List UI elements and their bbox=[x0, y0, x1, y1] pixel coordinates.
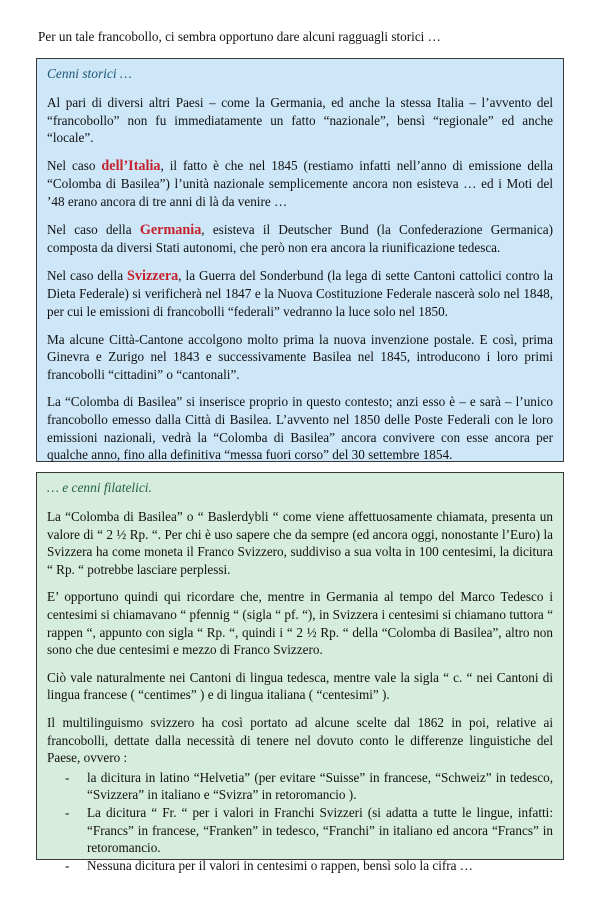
philately-paragraph-2: E’ opportuno quindi qui ricordare che, mentre in Germania al tempo del Marco Tedesco i centesimi si chiamavano “ pfennig “ (sigla “ pf. “), in Svizzera i centesimi si chiamano tuttora “ rappen “, appunto con sigla “ Rp. “, quindi i “ 2 ½ Rp. “ della “Colomba di Basilea”, altro non sono che due centesimi e mezzo di Franco Svizzero. bbox=[47, 589, 553, 658]
history-paragraph-4-pre: Nel caso della bbox=[47, 267, 128, 283]
history-paragraph-4 bbox=[47, 267, 553, 321]
philately-paragraph-1: La “Colomba di Basilea” o “ Baslerdybli “ come viene affettuosamente chiamata, presenta un valore di “ 2 ½ Rp. “. Per chi è uso sapere che da sempre (ed ancora oggi, nonostante l’Euro) la Svizzera ha come moneta il Franco Svizzero, suddiviso a sua volta in 100 centesimi, la dicitura “ Rp. “ potrebbe lasciare perplessi. bbox=[47, 509, 553, 577]
history-paragraph-2-post: , il fatto è che nel 1845 (restiamo infatti nell’anno di emissione della “Colomba di Basilea”) l’unità nazionale semplicemente ancora non esisteva … ed i Moti del ’48 erano ancora di tre anni di là da venire … bbox=[47, 157, 553, 209]
list-item-text: Nessuna dicitura per il valori in centesimi o rappen, bensì solo la cifra … bbox=[87, 857, 473, 873]
germany-highlight: Germania bbox=[139, 221, 202, 238]
history-box bbox=[36, 58, 564, 462]
history-paragraph-3-post: , esisteva il Deutscher Bund (la Confederazione Germanica) composta da diversi Stati autonomi, che però non era ancora la riunificazione tedesca. bbox=[47, 221, 553, 256]
philately-title: … e cenni filatelici. bbox=[47, 480, 152, 495]
history-paragraph-6: La “Colomba di Basilea” si inserisce proprio in questo contesto; anzi esso è – e sarà – l’unico francobollo emesso dalla Città di Basilea. L’avvento nel 1850 delle Poste Federali con le loro emissioni nazionali, vedrà la “Colomba di Basilea” ancora convivere con esse ancora per qualche anno, fino alla definitiva “messa fuori corso” del 30 settembre 1854. bbox=[47, 394, 553, 463]
history-paragraph-3 bbox=[47, 221, 553, 257]
history-paragraph-2-pre: Nel caso bbox=[47, 157, 102, 173]
history-paragraph-1: Al pari di diversi altri Paesi – come la Germania, ed anche la stessa Italia – l’avvento del “francobollo” non fu immediatamente un fatto “nazionale”, bensì “regionale” ed anche “locale”. bbox=[47, 95, 553, 146]
philately-list bbox=[47, 769, 553, 875]
history-paragraph-5: Ma alcune Città-Cantone accolgono molto prima la nuova invenzione postale. E così, prima Ginevra e Zurigo nel 1843 e successivamente Basilea nel 1845, introducono i loro primi francobolli “cittadini” o “cantonali”. bbox=[47, 331, 553, 382]
history-paragraph-2 bbox=[47, 157, 553, 211]
dash-bullet: - bbox=[65, 857, 70, 873]
philately-paragraph-3: Ciò vale naturalmente nei Cantoni di lingua tedesca, mentre vale la sigla “ c. “ nei Cantoni di lingua francese ( “centimes” ) e di lingua italiana ( “centesimi” ). bbox=[47, 669, 553, 703]
philately-paragraph-4: Il multilinguismo svizzero ha così portato ad alcune scelte dal 1862 in poi, relative ai francobolli, dettate dalla necessità di tenere nel dovuto conto le differenze linguistiche del Paese, ovvero : bbox=[47, 714, 553, 766]
list-item bbox=[65, 804, 553, 857]
italy-highlight: dell’Italia bbox=[101, 157, 161, 174]
dash-bullet: - bbox=[65, 804, 70, 820]
dash-bullet: - bbox=[65, 769, 70, 785]
list-item bbox=[65, 857, 553, 875]
intro-text: Per un tale francobollo, ci sembra opportuno dare alcuni ragguagli storici … bbox=[38, 29, 441, 44]
list-item-text: La dicitura “ Fr. “ per i valori in Franchi Svizzeri (si adatta a tutte le lingue, infatti: “Francs” in francese, “Franken” in tedesco, “Franchi” in italiano ed ancora “Francs” in retoromancio. bbox=[87, 804, 553, 856]
switzerland-highlight: Svizzera bbox=[127, 267, 179, 284]
philately-box bbox=[36, 472, 564, 873]
list-item-text: la dicitura in latino “Helvetia” (per evitare “Suisse” in francese, “Schweiz” in tedesco, “Svizzera” in italiano e “Svizra” in retoromancio ). bbox=[87, 769, 553, 803]
history-paragraph-4-post: , la Guerra del Sonderbund (la lega di sette Cantoni cattolici contro la Dieta Federale) si verificherà nel 1847 e la Nuova Costituzione Federale nascerà solo nel 1848, per cui le emissioni di francobolli “federali” vedranno la luce solo nel 1850. bbox=[47, 267, 553, 319]
history-paragraph-3-pre: Nel caso della bbox=[47, 221, 140, 237]
list-item bbox=[65, 769, 553, 804]
history-title: Cenni storici … bbox=[47, 66, 132, 81]
